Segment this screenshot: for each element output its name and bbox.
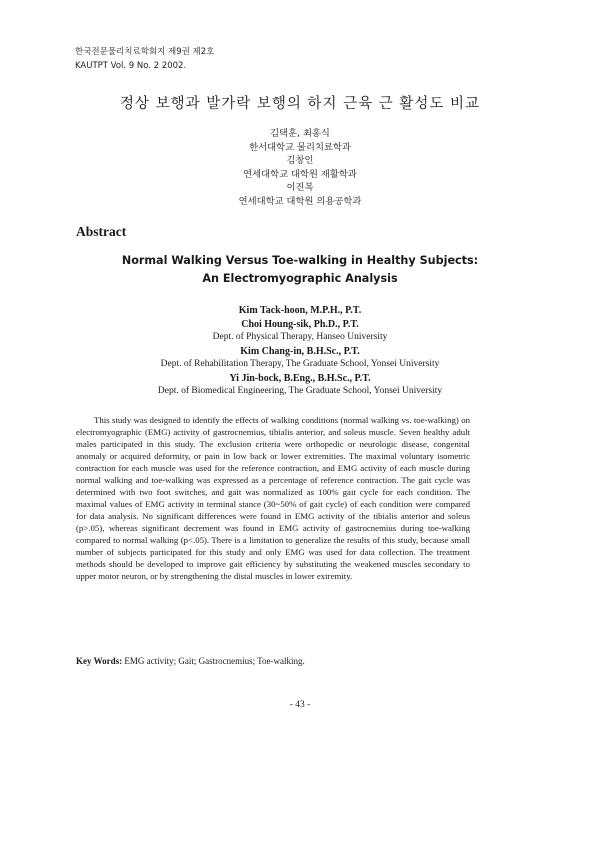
keywords-label: Key Words: (76, 656, 123, 666)
korean-author-names: 김창인 (286, 155, 314, 166)
korean-author-affiliation: 연세대학교 대학원 의용공학과 (238, 195, 362, 207)
keywords-value: EMG activity; Gait; Gastrocnemius; Toe-walking. (124, 656, 305, 666)
korean-author-affiliation: 연세대학교 대학원 재활학과 (243, 168, 357, 180)
korean-author-affiliation: 한서대학교 물리치료학과 (249, 141, 351, 153)
page-number: - 43 - (289, 700, 311, 710)
journal-header (75, 45, 214, 73)
author-affiliation: Dept. of Biomedical Engineering, The Graduate School, Yonsei University (157, 386, 443, 396)
english-title-line: Normal Walking Versus Toe-walking in Healthy Subjects: (121, 254, 479, 267)
english-title-line: An Electromyographic Analysis (202, 272, 398, 285)
author-name: Kim Tack-hoon, M.P.H., P.T. (238, 305, 362, 316)
journal-korean-name: 한국전문물리치료학회지 제9권 제2호 (75, 47, 215, 57)
keywords (76, 656, 496, 666)
korean-title: 정상 보행과 발가락 보행의 하지 근육 근 활성도 비교 (119, 96, 481, 112)
korean-authors-block (0, 127, 600, 208)
korean-author-names: 김택훈, 최홍식 (270, 128, 330, 139)
english-title (0, 252, 600, 288)
abstract-body: This study was designed to identify the effects of walking conditions (normal walking vs. toe-walking) on electromyographic (EMG) activity of gastrocnemius, tibialis anterior, and soleus muscle. Seven healthy adult males participated in this study. The exclusion criteria were orthopedic or neurologic disease, congenital anomaly or acquired deformity, or pain in low back or lower extremities. The maximal voluntary isometric contraction for each muscle was used for the reference contraction, and EMG activity of each muscle during normal walking and toe-walking was expressed as a percentage of reference contraction. The gait cycle was determined with two foot switches, and gait was normalized as 100% gait cycle for each condition. The maximal values of EMG activity in terminal stance (30~50% of gait cycle) of each condition were compared for data analysis. No significant differences were found in EMG activity of the tibialis anterior and soleus (p>.05), whereas significant decrement was found in EMG activity of gastrocnemius during toe-walking compared to normal walking (p<.05). There is a limitation to generalize the results of this study, because small number of subjects participated for this study and only EMG was used for data collection. The treatment methods should be developed to improve gait efficiency by substituting the weakened muscles secondary to upper motor neuron, or by strengthening the distal muscles in lower extremity. (76, 415, 470, 581)
author-name: Yi Jin-bock, B.Eng., B.H.Sc., P.T. (229, 372, 371, 384)
author-name: Choi Houng-sik, Ph.D., P.T. (241, 318, 359, 330)
english-authors-block (0, 304, 600, 399)
abstract-heading: Abstract (76, 224, 127, 239)
journal-citation: KAUTPT Vol. 9 No. 2 2002. (75, 61, 187, 71)
korean-author-names: 이진복 (286, 182, 314, 193)
author-affiliation: Dept. of Physical Therapy, Hanseo University (212, 332, 388, 342)
author-affiliation: Dept. of Rehabilitation Therapy, The Graduate School, Yonsei University (160, 359, 440, 369)
author-name: Kim Chang-in, B.H.Sc., P.T. (240, 345, 360, 357)
